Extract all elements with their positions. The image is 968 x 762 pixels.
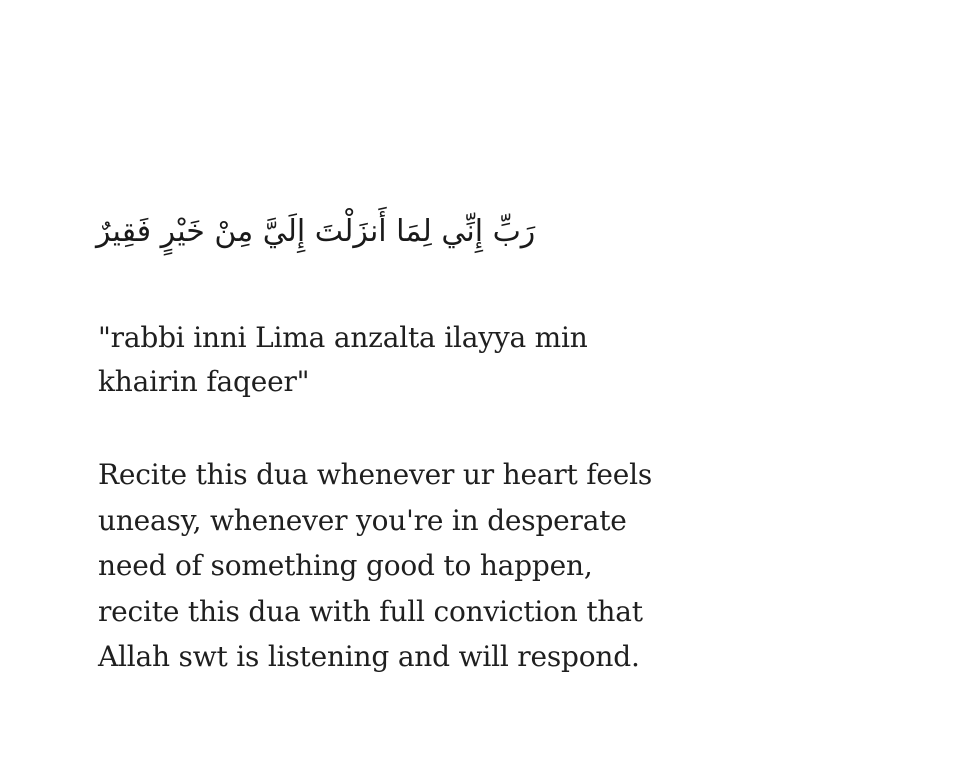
paragraph-line-2: uneasy, whenever you're in desperate xyxy=(98,503,627,537)
transliteration-line-1: "rabbi inni Lima anzalta ilayya min xyxy=(98,321,588,354)
paragraph-line-5: Allah swt is listening and will respond. xyxy=(98,640,640,673)
transliteration-line-2: khairin faqeer" xyxy=(98,365,310,398)
arabic-dua-text: رَبِّ إِنِّي لِمَا أَنزَلْتَ إِلَيَّ مِنْ خَيْرٍ فَقِيرٌ xyxy=(96,214,536,249)
transliteration-text xyxy=(98,316,658,404)
paragraph-line-4: recite this dua with full conviction that xyxy=(98,594,643,628)
instruction-paragraph xyxy=(98,452,718,680)
paragraph-line-3: need of something good to happen, xyxy=(98,549,593,582)
paragraph-line-1: Recite this dua whenever ur heart feels xyxy=(98,458,653,491)
